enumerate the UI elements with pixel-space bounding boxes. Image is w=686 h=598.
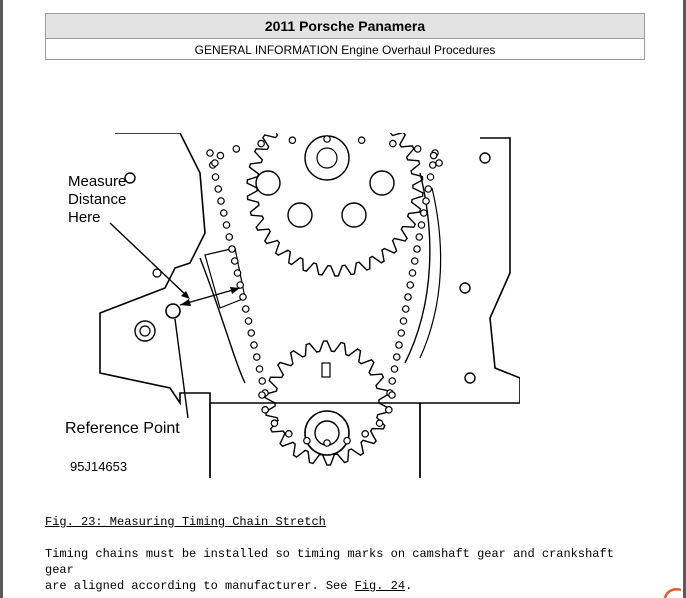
measure-label-line3: Here — [68, 209, 101, 226]
body-line-2 — [45, 578, 645, 594]
window-left-edge — [0, 0, 3, 598]
timing-chain-diagram — [60, 133, 520, 478]
measure-label-line2: Distance — [68, 191, 127, 208]
section-subtitle: GENERAL INFORMATION Engine Overhaul Procedures — [194, 43, 496, 57]
document-header — [45, 13, 645, 60]
body-paragraph — [45, 546, 645, 594]
body-line-2-end: . — [405, 579, 413, 593]
timing-chain — [207, 136, 442, 446]
reference-point-label: Reference Point — [65, 420, 180, 437]
corner-logo-icon — [663, 586, 683, 598]
figure-code: 95J14653 — [70, 459, 128, 474]
fig-24-link[interactable]: Fig. 24 — [354, 579, 406, 593]
reference-point-marker — [166, 304, 180, 318]
figure-caption[interactable]: Fig. 23: Measuring Timing Chain Stretch — [45, 515, 326, 529]
body-line-2-text: are aligned according to manufacturer. See — [45, 579, 355, 593]
measure-distance-label — [68, 173, 126, 227]
measure-label-line1: Measure — [68, 173, 127, 190]
camshaft-sprocket — [247, 133, 423, 276]
body-line-1: Timing chains must be installed so timing marks on camshaft gear and crankshaft gear — [45, 547, 614, 577]
vehicle-title: 2011 Porsche Panamera — [46, 14, 644, 39]
